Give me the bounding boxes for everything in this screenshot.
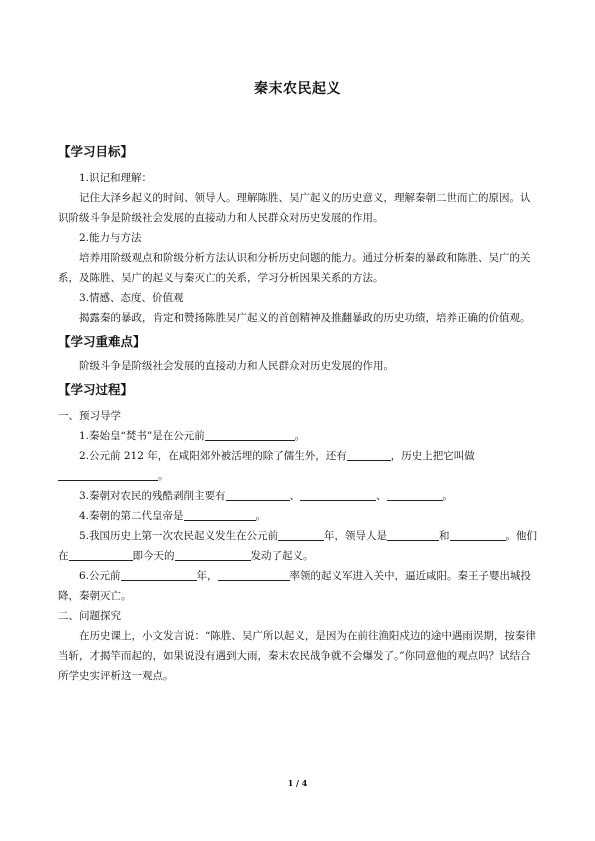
question-5: 5.我国历史上第一次农民起义发生在公元前 年，领导人是 和 。他们在 即今天的 发动了起义。 xyxy=(58,530,538,562)
question-4: 4.秦朝的第二代皇帝是 。 xyxy=(79,510,267,522)
question-3: 3.秦朝对农民的残酷剥削主要有 、 、 。 xyxy=(79,490,454,502)
keypoints-heading: 【学习重难点】 xyxy=(58,334,146,349)
answer-blank[interactable] xyxy=(205,428,295,441)
objective-2-text: 培养用阶级观点和阶级分析方法认识和分析历史问题的能力。通过分析秦的暴政和陈胜、吴广的关系，及陈胜、吴广的起义与秦灭亡的关系，学习分析因果关系的方法。 xyxy=(58,252,531,284)
page-number: 1 / 4 xyxy=(287,778,308,788)
answer-blank[interactable] xyxy=(300,488,376,501)
page-title: 秦末农民起义 xyxy=(254,81,341,97)
objective-3-text: 揭露秦的暴政，肯定和赞扬陈胜吴广起义的首创精神及推翻暴政的历史功绩，培养正确的价值观。 xyxy=(79,312,531,324)
keypoints-text: 阶级斗争是阶级社会发展的直接动力和人民群众对历史发展的作用。 xyxy=(79,360,394,372)
answer-blank[interactable] xyxy=(218,568,290,581)
objective-3-label: 3.情感、态度、价值观 xyxy=(79,292,184,304)
document-body xyxy=(58,142,538,686)
question-2: 2.公元前 212 年，在咸阳郊外被活埋的除了儒生外，还有 ，历史上把它叫做。 xyxy=(58,446,538,486)
question-6: 6.公元前 年， 率领的起义军进入关中，逼近咸阳。秦王子婴出城投降，秦朝灭亡。 xyxy=(58,570,532,602)
answer-blank[interactable] xyxy=(347,448,391,461)
answer-blank[interactable] xyxy=(58,468,158,481)
answer-blank[interactable] xyxy=(387,528,439,541)
objective-1-label: 1.识记和理解： xyxy=(79,172,153,184)
answer-blank[interactable] xyxy=(184,508,256,521)
answer-blank[interactable] xyxy=(69,548,133,561)
objective-1-text: 记住大泽乡起义的时间、领导人。理解陈胜、吴广起义的历史意义，理解秦朝二世而亡的原因。认识阶级斗争是阶级社会发展的直接动力和人民群众对历史发展的作用。 xyxy=(58,192,531,224)
part2-title: 二、问题探究 xyxy=(58,610,121,622)
answer-blank[interactable] xyxy=(175,548,251,561)
answer-blank[interactable] xyxy=(121,568,197,581)
process-heading: 【学习过程】 xyxy=(58,382,134,397)
part1-title: 一、预习导学 xyxy=(58,410,121,422)
answer-blank[interactable] xyxy=(387,488,443,501)
objective-2-label: 2.能力与方法 xyxy=(79,232,142,244)
question-1: 1.秦始皇“焚书”是在公元前 。 xyxy=(79,430,306,442)
objectives-heading: 【学习目标】 xyxy=(58,144,134,159)
answer-blank[interactable] xyxy=(226,488,290,501)
answer-blank[interactable] xyxy=(450,528,506,541)
answer-blank[interactable] xyxy=(278,528,324,541)
part2-text: 在历史课上，小文发言说：“陈胜、吴广所以起义，是因为在前往渔阳戍边的途中遇雨误期，按秦律当斩，才揭竿而起的，如果说没有遇到大雨，秦末农民战争就不会爆发了。”你同意他的观点吗？试结合所学史实评析这一观点。 xyxy=(58,630,536,682)
